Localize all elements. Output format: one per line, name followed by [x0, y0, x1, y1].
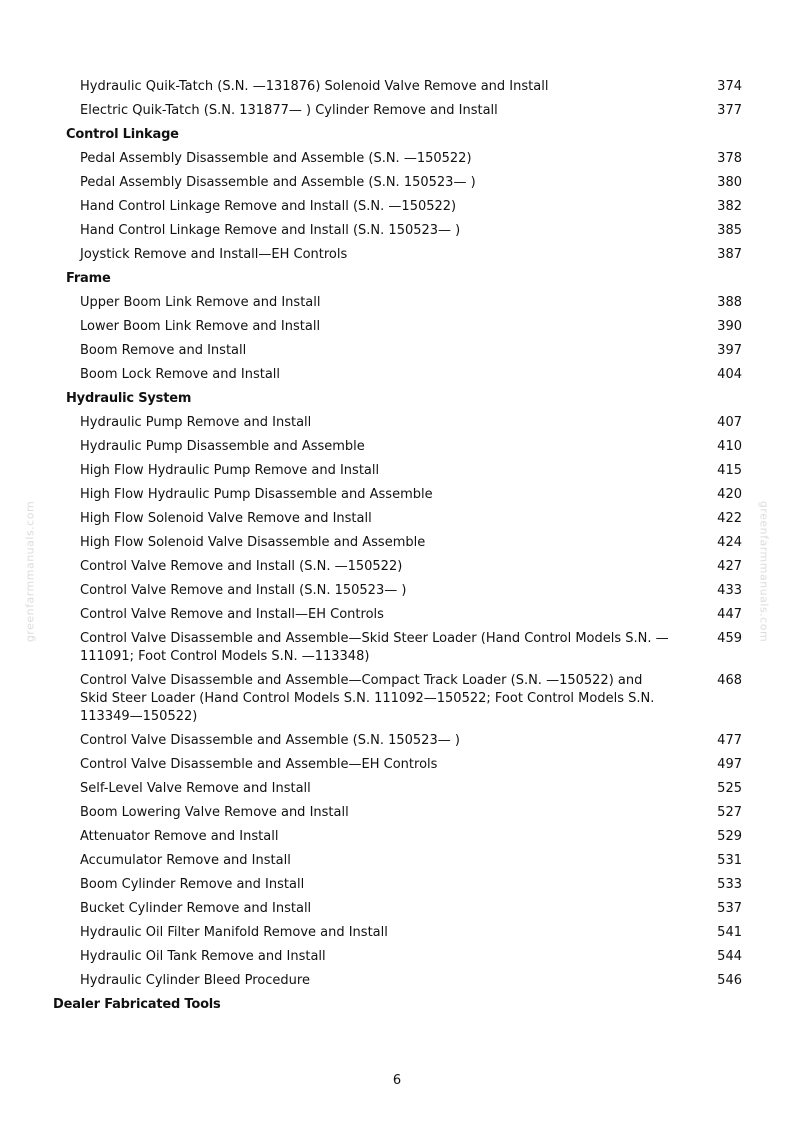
toc-entry[interactable] [0, 171, 794, 195]
toc-entry-page: 378 [717, 151, 742, 166]
toc-entry-page: 380 [717, 175, 742, 190]
toc-entry-page: 388 [717, 295, 742, 310]
toc-entry-title: Pedal Assembly Disassemble and Assemble (S.N. —150522) [80, 151, 472, 166]
toc-entry-page: 422 [717, 511, 742, 526]
toc-entry-title: Upper Boom Link Remove and Install [80, 295, 321, 310]
toc-entry-title: Accumulator Remove and Install [80, 853, 291, 868]
toc-entry-title: Lower Boom Link Remove and Install [80, 319, 321, 334]
toc-entry-title: Control Valve Disassemble and Assemble—Compact Track Loader (S.N. —150522) and Skid Steer Loader (Hand Control Models S.N. 111092—150522; Foot Control Models S.N. 113349—150522) [80, 673, 655, 724]
toc-entry[interactable] [0, 99, 794, 123]
toc-entry[interactable] [0, 363, 794, 387]
toc-entry-page: 537 [717, 901, 742, 916]
toc-entry-page: 546 [717, 973, 742, 988]
toc-entry-title: Hydraulic Cylinder Bleed Procedure [80, 973, 310, 988]
toc-entry[interactable] [0, 507, 794, 531]
toc-section-heading[interactable]: Frame [66, 271, 111, 286]
toc-section-heading[interactable]: Dealer Fabricated Tools [53, 997, 221, 1012]
toc-entry[interactable] [0, 195, 794, 219]
toc-entry[interactable] [0, 531, 794, 555]
toc-entry-page: 374 [717, 79, 742, 94]
toc-entry-title: Hydraulic Oil Filter Manifold Remove and Install [80, 925, 388, 940]
toc-entry[interactable] [0, 825, 794, 849]
toc-entry-page: 459 [717, 631, 742, 646]
toc-entry[interactable] [0, 435, 794, 459]
toc-entry-title: High Flow Solenoid Valve Disassemble and Assemble [80, 535, 426, 550]
toc-entry[interactable] [0, 459, 794, 483]
toc-entry-page: 427 [717, 559, 742, 574]
toc-entry[interactable] [0, 603, 794, 627]
toc-entry-page: 527 [717, 805, 742, 820]
toc-entry-title: High Flow Hydraulic Pump Remove and Install [80, 463, 380, 478]
toc-entry-title: Hand Control Linkage Remove and Install (S.N. —150522) [80, 199, 457, 214]
toc-entry-title: Hydraulic Quik-Tatch (S.N. —131876) Solenoid Valve Remove and Install [80, 79, 549, 94]
toc-entry[interactable] [0, 75, 794, 99]
toc-entry[interactable] [0, 411, 794, 435]
page-number: 6 [392, 1073, 402, 1088]
toc-entry-title: High Flow Hydraulic Pump Disassemble and Assemble [80, 487, 433, 502]
toc-entry-page: 420 [717, 487, 742, 502]
toc-entry[interactable] [0, 291, 794, 315]
toc-entry[interactable] [0, 555, 794, 579]
toc-entry-title: High Flow Solenoid Valve Remove and Install [80, 511, 372, 526]
toc-entry-page: 404 [717, 367, 742, 382]
table-of-contents [0, 75, 794, 1017]
toc-entry-title: Control Valve Remove and Install (S.N. 150523— ) [80, 583, 407, 598]
toc-entry-title: Boom Lock Remove and Install [80, 367, 281, 382]
toc-entry[interactable] [0, 483, 794, 507]
toc-entry-page: 390 [717, 319, 742, 334]
toc-entry-title: Control Valve Disassemble and Assemble—Skid Steer Loader (Hand Control Models S.N. —111091; Foot Control Models S.N. —113348) [80, 631, 669, 664]
toc-entry-page: 544 [717, 949, 742, 964]
toc-entry-page: 410 [717, 439, 742, 454]
toc-entry-title: Boom Remove and Install [80, 343, 247, 358]
toc-entry-title: Control Valve Remove and Install—EH Controls [80, 607, 384, 622]
toc-entry[interactable] [0, 801, 794, 825]
toc-entry[interactable] [0, 147, 794, 171]
toc-entry[interactable] [0, 669, 794, 729]
toc-entry[interactable] [0, 873, 794, 897]
toc-entry-title: Joystick Remove and Install—EH Controls [80, 247, 348, 262]
toc-entry-page: 407 [717, 415, 742, 430]
toc-entry[interactable] [0, 339, 794, 363]
toc-entry-title: Attenuator Remove and Install [80, 829, 279, 844]
toc-entry-title: Hand Control Linkage Remove and Install (S.N. 150523— ) [80, 223, 461, 238]
watermark-left: greenfarmmanuals.com [23, 500, 37, 643]
toc-entry-title: Boom Lowering Valve Remove and Install [80, 805, 349, 820]
toc-entry-page: 497 [717, 757, 742, 772]
toc-entry-title: Control Valve Remove and Install (S.N. —150522) [80, 559, 403, 574]
toc-entry-page: 533 [717, 877, 742, 892]
toc-entry-page: 525 [717, 781, 742, 796]
toc-entry[interactable] [0, 243, 794, 267]
toc-entry[interactable] [0, 849, 794, 873]
toc-entry[interactable] [0, 219, 794, 243]
toc-entry-page: 387 [717, 247, 742, 262]
toc-entry-page: 415 [717, 463, 742, 478]
toc-entry-page: 433 [717, 583, 742, 598]
toc-entry-title: Boom Cylinder Remove and Install [80, 877, 305, 892]
toc-entry-page: 424 [717, 535, 742, 550]
toc-entry-page: 382 [717, 199, 742, 214]
toc-entry[interactable] [0, 945, 794, 969]
toc-entry[interactable] [0, 627, 794, 669]
toc-entry-page: 477 [717, 733, 742, 748]
toc-entry-page: 385 [717, 223, 742, 238]
toc-entry-title: Self-Level Valve Remove and Install [80, 781, 311, 796]
toc-section-heading[interactable]: Hydraulic System [66, 391, 192, 406]
toc-entry-page: 541 [717, 925, 742, 940]
toc-entry-page: 447 [717, 607, 742, 622]
toc-entry-page: 531 [717, 853, 742, 868]
toc-entry[interactable] [0, 969, 794, 993]
watermark-right: greenfarmmanuals.com [757, 500, 771, 643]
toc-entry[interactable] [0, 921, 794, 945]
toc-entry[interactable] [0, 729, 794, 753]
toc-section-heading[interactable]: Control Linkage [66, 127, 179, 142]
toc-entry-title: Control Valve Disassemble and Assemble—EH Controls [80, 757, 438, 772]
toc-entry-page: 468 [717, 673, 742, 688]
toc-entry-title: Electric Quik-Tatch (S.N. 131877— ) Cylinder Remove and Install [80, 103, 498, 118]
toc-entry[interactable] [0, 579, 794, 603]
toc-entry[interactable] [0, 315, 794, 339]
toc-entry-title: Bucket Cylinder Remove and Install [80, 901, 312, 916]
toc-entry-page: 377 [717, 103, 742, 118]
toc-entry[interactable] [0, 753, 794, 777]
toc-entry-title: Pedal Assembly Disassemble and Assemble (S.N. 150523— ) [80, 175, 476, 190]
toc-entry-title: Control Valve Disassemble and Assemble (S.N. 150523— ) [80, 733, 460, 748]
toc-entry[interactable] [0, 897, 794, 921]
toc-entry-title: Hydraulic Pump Disassemble and Assemble [80, 439, 365, 454]
toc-entry[interactable] [0, 777, 794, 801]
toc-entry-title: Hydraulic Oil Tank Remove and Install [80, 949, 326, 964]
toc-entry-page: 397 [717, 343, 742, 358]
toc-entry-title: Hydraulic Pump Remove and Install [80, 415, 312, 430]
toc-entry-page: 529 [717, 829, 742, 844]
